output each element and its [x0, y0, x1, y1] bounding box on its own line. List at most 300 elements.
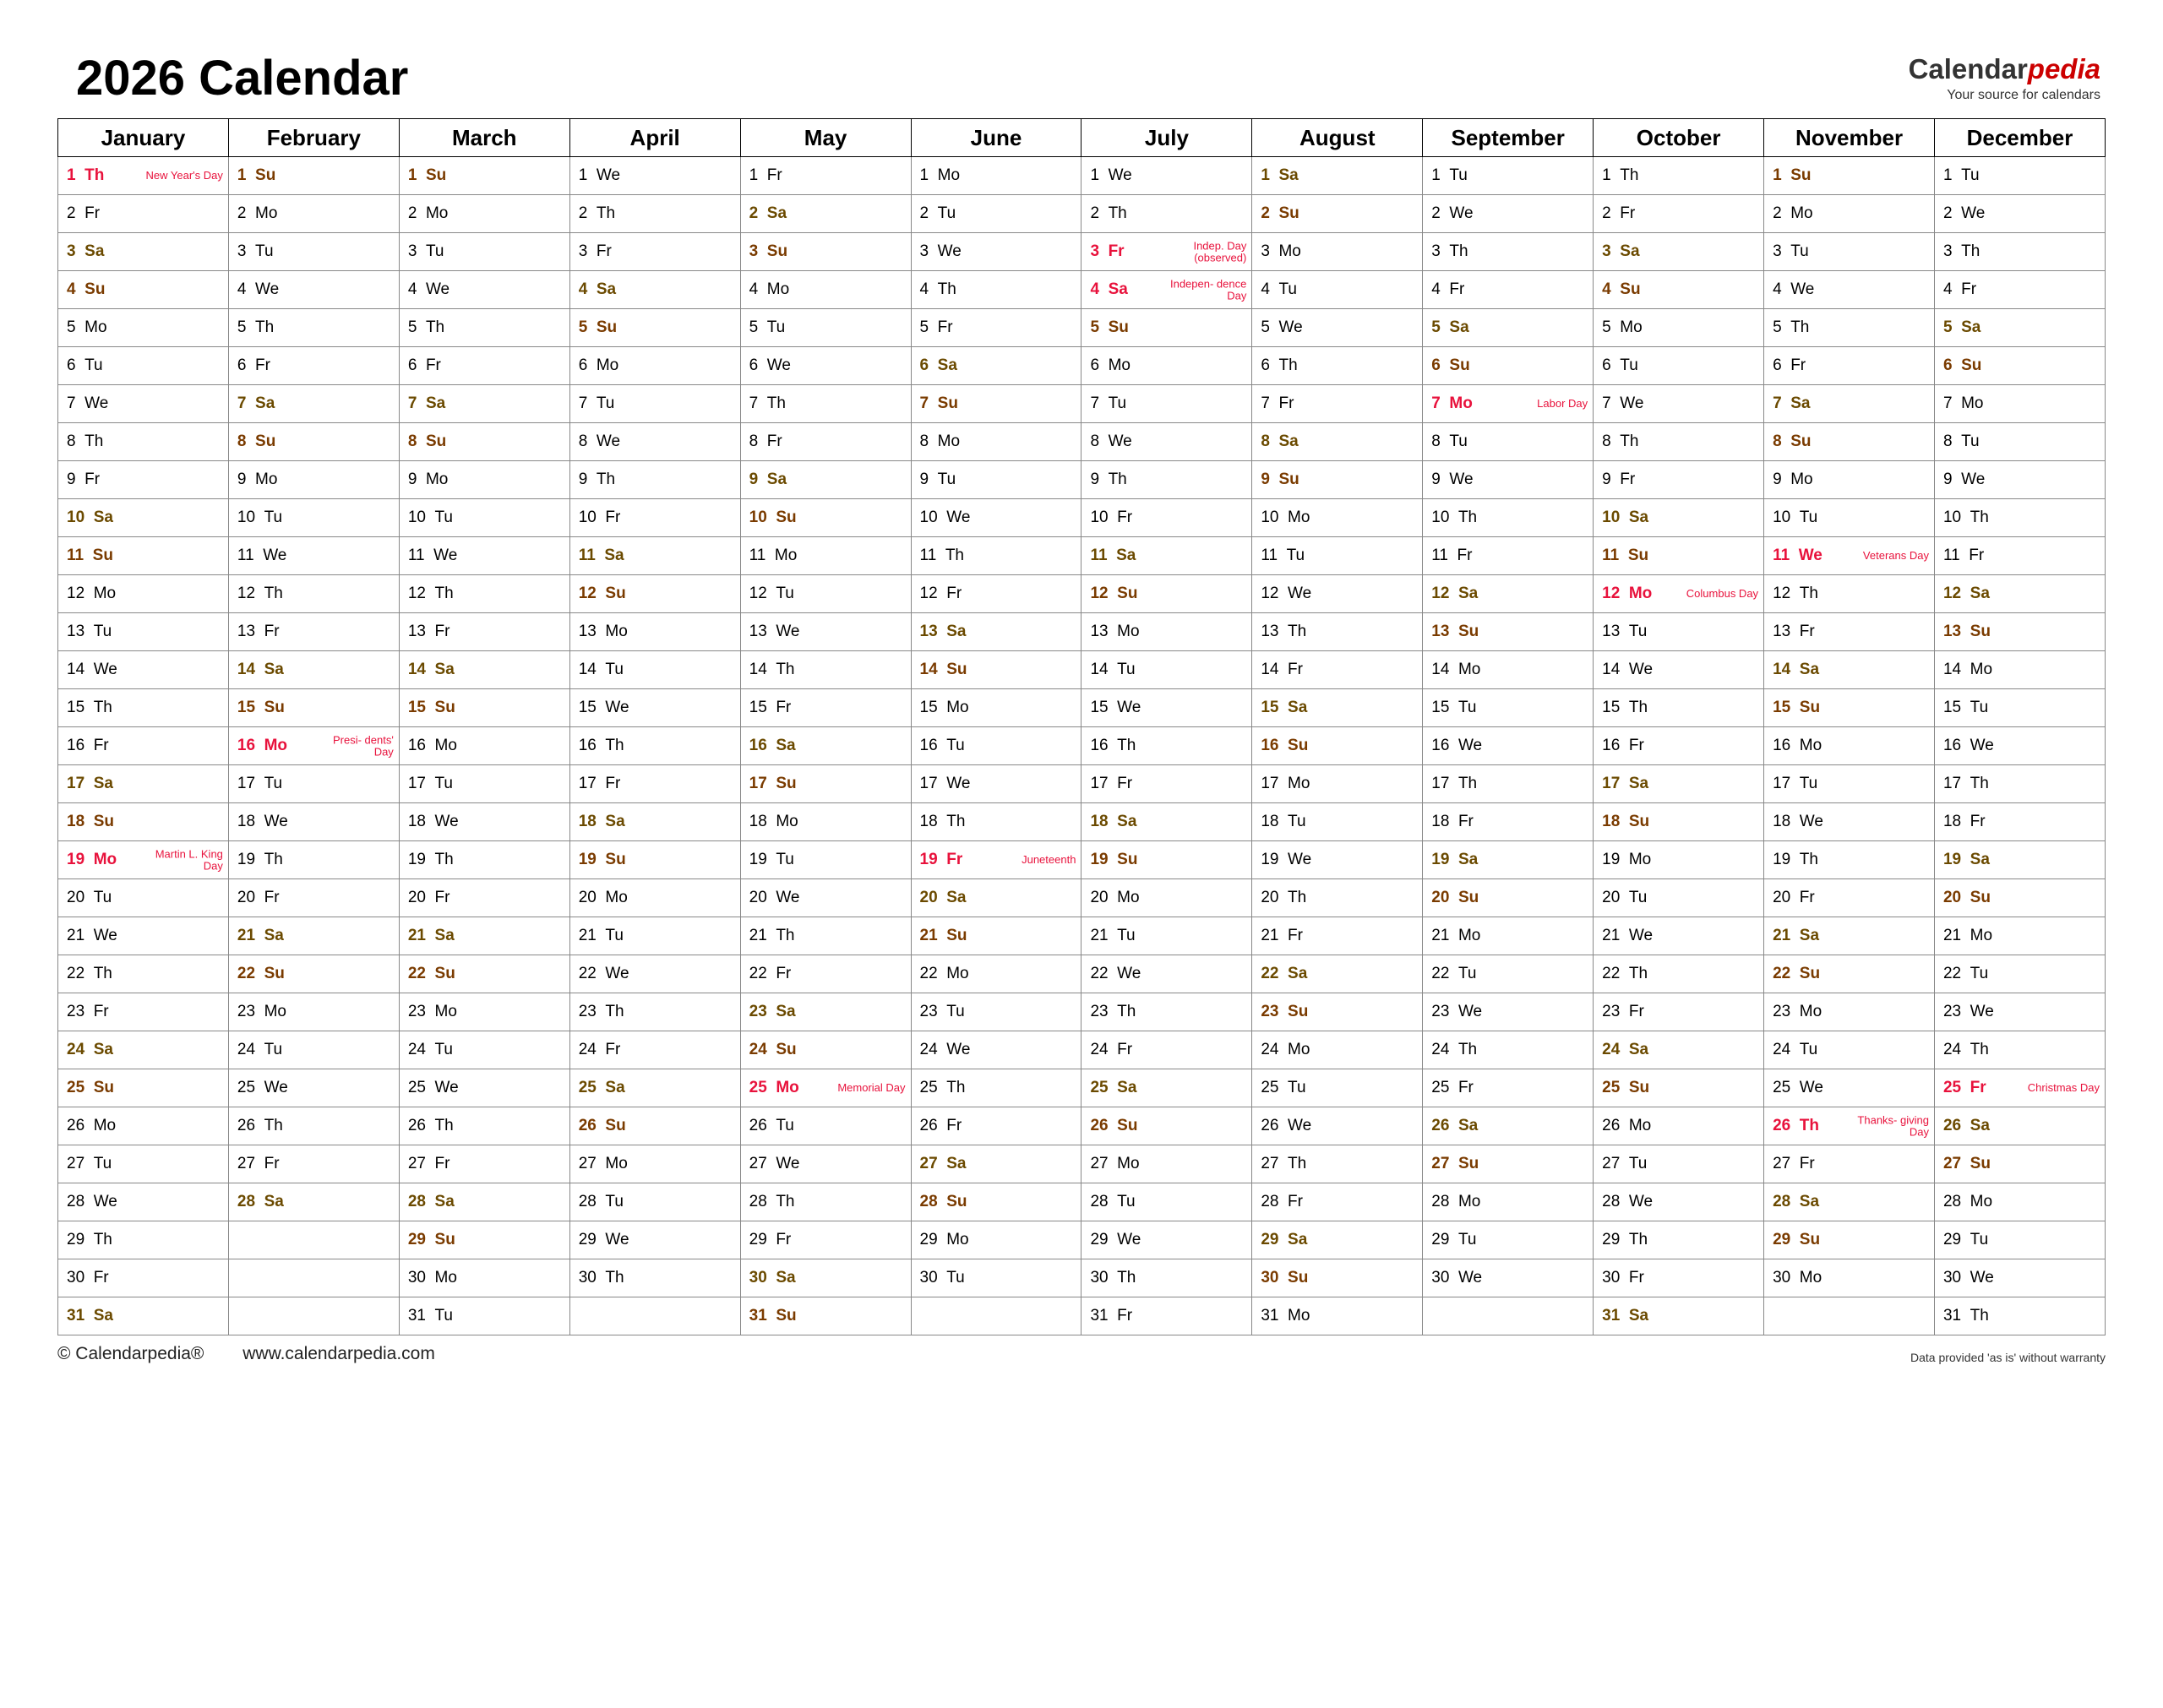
- calendar-day-cell[interactable]: [911, 727, 1082, 765]
- calendar-day-cell[interactable]: [911, 157, 1082, 195]
- calendar-day-cell[interactable]: [1252, 499, 1423, 537]
- calendar-day-cell[interactable]: [58, 195, 229, 233]
- calendar-day-cell[interactable]: [1764, 1145, 1935, 1183]
- calendar-day-cell[interactable]: [1423, 537, 1594, 575]
- calendar-day-cell[interactable]: [1252, 917, 1423, 955]
- calendar-day-cell[interactable]: [1764, 1031, 1935, 1069]
- calendar-day-cell[interactable]: [1423, 1107, 1594, 1145]
- calendar-day-cell[interactable]: [1252, 1069, 1423, 1107]
- calendar-day-cell[interactable]: [1594, 385, 1764, 423]
- calendar-day-cell[interactable]: [1082, 575, 1252, 613]
- calendar-day-cell[interactable]: [569, 1107, 740, 1145]
- calendar-day-cell[interactable]: [569, 1183, 740, 1221]
- calendar-day-cell[interactable]: [58, 157, 229, 195]
- calendar-day-cell[interactable]: [399, 537, 569, 575]
- calendar-day-cell[interactable]: [1252, 955, 1423, 993]
- calendar-day-cell[interactable]: [1423, 917, 1594, 955]
- calendar-day-cell[interactable]: [569, 157, 740, 195]
- calendar-day-cell[interactable]: [740, 651, 911, 689]
- calendar-day-cell[interactable]: [58, 651, 229, 689]
- calendar-day-cell[interactable]: [228, 765, 399, 803]
- calendar-day-cell[interactable]: [569, 1221, 740, 1259]
- calendar-day-cell[interactable]: [58, 499, 229, 537]
- calendar-day-cell[interactable]: [228, 1031, 399, 1069]
- calendar-day-cell[interactable]: [1594, 461, 1764, 499]
- calendar-day-cell[interactable]: [58, 575, 229, 613]
- calendar-day-cell[interactable]: [740, 347, 911, 385]
- calendar-day-cell[interactable]: [1934, 575, 2105, 613]
- calendar-day-cell[interactable]: [1594, 1259, 1764, 1297]
- calendar-day-cell[interactable]: [1934, 537, 2105, 575]
- calendar-day-cell[interactable]: [58, 613, 229, 651]
- calendar-day-cell[interactable]: [58, 841, 229, 879]
- calendar-day-cell[interactable]: [1764, 613, 1935, 651]
- calendar-day-cell[interactable]: [58, 1069, 229, 1107]
- calendar-day-cell[interactable]: [569, 993, 740, 1031]
- calendar-day-cell[interactable]: [911, 993, 1082, 1031]
- calendar-day-cell[interactable]: [1082, 423, 1252, 461]
- calendar-day-cell[interactable]: [1423, 1259, 1594, 1297]
- calendar-day-cell[interactable]: [399, 879, 569, 917]
- calendar-day-cell[interactable]: [58, 271, 229, 309]
- calendar-day-cell[interactable]: [1252, 1145, 1423, 1183]
- calendar-day-cell[interactable]: [911, 575, 1082, 613]
- calendar-day-cell[interactable]: [1082, 1259, 1252, 1297]
- calendar-day-cell[interactable]: [1423, 1031, 1594, 1069]
- calendar-day-cell[interactable]: [228, 841, 399, 879]
- calendar-day-cell[interactable]: [911, 385, 1082, 423]
- calendar-day-cell[interactable]: [1594, 879, 1764, 917]
- calendar-day-cell[interactable]: [1423, 271, 1594, 309]
- calendar-day-cell[interactable]: [1423, 765, 1594, 803]
- calendar-day-cell[interactable]: [911, 499, 1082, 537]
- calendar-day-cell[interactable]: [1764, 537, 1935, 575]
- calendar-day-cell[interactable]: [1764, 917, 1935, 955]
- calendar-day-cell[interactable]: [1252, 1221, 1423, 1259]
- calendar-day-cell[interactable]: [228, 803, 399, 841]
- calendar-day-cell[interactable]: [1764, 461, 1935, 499]
- calendar-day-cell[interactable]: [740, 385, 911, 423]
- calendar-day-cell[interactable]: [399, 689, 569, 727]
- calendar-day-cell[interactable]: [228, 689, 399, 727]
- calendar-day-cell[interactable]: [399, 1069, 569, 1107]
- calendar-day-cell[interactable]: [399, 1297, 569, 1335]
- calendar-day-cell[interactable]: [569, 1031, 740, 1069]
- calendar-day-cell[interactable]: [740, 1259, 911, 1297]
- calendar-day-cell[interactable]: [1252, 233, 1423, 271]
- calendar-day-cell[interactable]: [1252, 575, 1423, 613]
- calendar-day-cell[interactable]: [1594, 1031, 1764, 1069]
- calendar-day-cell[interactable]: [569, 499, 740, 537]
- calendar-day-cell[interactable]: [1082, 879, 1252, 917]
- calendar-day-cell[interactable]: [1594, 423, 1764, 461]
- calendar-day-cell[interactable]: [1594, 309, 1764, 347]
- calendar-day-cell[interactable]: [1252, 765, 1423, 803]
- calendar-day-cell[interactable]: [228, 309, 399, 347]
- calendar-day-cell[interactable]: [569, 955, 740, 993]
- calendar-day-cell[interactable]: [399, 461, 569, 499]
- calendar-day-cell[interactable]: [58, 1297, 229, 1335]
- calendar-day-cell[interactable]: [740, 461, 911, 499]
- calendar-day-cell[interactable]: [399, 423, 569, 461]
- calendar-day-cell[interactable]: [1934, 993, 2105, 1031]
- calendar-day-cell[interactable]: [228, 461, 399, 499]
- calendar-day-cell[interactable]: [1764, 1259, 1935, 1297]
- calendar-day-cell[interactable]: [399, 1259, 569, 1297]
- calendar-day-cell[interactable]: [1764, 575, 1935, 613]
- calendar-day-cell[interactable]: [1934, 651, 2105, 689]
- calendar-day-cell[interactable]: [1423, 347, 1594, 385]
- calendar-day-cell[interactable]: [58, 917, 229, 955]
- calendar-day-cell[interactable]: [1082, 1107, 1252, 1145]
- calendar-day-cell[interactable]: [399, 499, 569, 537]
- calendar-day-cell[interactable]: [1252, 613, 1423, 651]
- calendar-day-cell[interactable]: [1423, 841, 1594, 879]
- calendar-day-cell[interactable]: [1594, 499, 1764, 537]
- calendar-day-cell[interactable]: [911, 651, 1082, 689]
- calendar-day-cell[interactable]: [1594, 1069, 1764, 1107]
- calendar-day-cell[interactable]: [569, 385, 740, 423]
- calendar-day-cell[interactable]: [1594, 1297, 1764, 1335]
- calendar-day-cell[interactable]: [1764, 423, 1935, 461]
- calendar-day-cell[interactable]: [1252, 1183, 1423, 1221]
- calendar-day-cell[interactable]: [1764, 727, 1935, 765]
- calendar-day-cell[interactable]: [1252, 993, 1423, 1031]
- calendar-day-cell[interactable]: [911, 537, 1082, 575]
- calendar-day-cell[interactable]: [58, 1221, 229, 1259]
- calendar-day-cell[interactable]: [399, 841, 569, 879]
- calendar-day-cell[interactable]: [1594, 1221, 1764, 1259]
- calendar-day-cell[interactable]: [1082, 461, 1252, 499]
- calendar-day-cell[interactable]: [911, 765, 1082, 803]
- calendar-day-cell[interactable]: [228, 347, 399, 385]
- calendar-day-cell[interactable]: [1082, 1069, 1252, 1107]
- calendar-day-cell[interactable]: [1594, 727, 1764, 765]
- calendar-day-cell[interactable]: [740, 879, 911, 917]
- calendar-day-cell[interactable]: [911, 689, 1082, 727]
- calendar-day-cell[interactable]: [1764, 689, 1935, 727]
- calendar-day-cell[interactable]: [1594, 955, 1764, 993]
- calendar-day-cell[interactable]: [1594, 271, 1764, 309]
- calendar-day-cell[interactable]: [58, 347, 229, 385]
- calendar-day-cell[interactable]: [740, 1107, 911, 1145]
- calendar-day-cell[interactable]: [399, 1107, 569, 1145]
- calendar-day-cell[interactable]: [740, 1069, 911, 1107]
- calendar-day-cell[interactable]: [399, 233, 569, 271]
- calendar-day-cell[interactable]: [1594, 347, 1764, 385]
- calendar-day-cell[interactable]: [740, 993, 911, 1031]
- calendar-day-cell[interactable]: [740, 271, 911, 309]
- calendar-day-cell[interactable]: [399, 309, 569, 347]
- calendar-day-cell[interactable]: [1423, 575, 1594, 613]
- calendar-day-cell[interactable]: [1082, 1145, 1252, 1183]
- calendar-day-cell[interactable]: [58, 1031, 229, 1069]
- calendar-day-cell[interactable]: [740, 765, 911, 803]
- calendar-day-cell[interactable]: [1423, 1069, 1594, 1107]
- calendar-day-cell[interactable]: [1252, 537, 1423, 575]
- calendar-day-cell[interactable]: [1252, 841, 1423, 879]
- calendar-day-cell[interactable]: [228, 1145, 399, 1183]
- calendar-day-cell[interactable]: [58, 1107, 229, 1145]
- calendar-day-cell[interactable]: [58, 1145, 229, 1183]
- calendar-day-cell[interactable]: [228, 993, 399, 1031]
- calendar-day-cell[interactable]: [1082, 537, 1252, 575]
- calendar-day-cell[interactable]: [1764, 309, 1935, 347]
- calendar-day-cell[interactable]: [1934, 613, 2105, 651]
- calendar-day-cell[interactable]: [1934, 955, 2105, 993]
- calendar-day-cell[interactable]: [1764, 993, 1935, 1031]
- calendar-day-cell[interactable]: [1082, 993, 1252, 1031]
- calendar-day-cell[interactable]: [740, 537, 911, 575]
- calendar-day-cell[interactable]: [569, 651, 740, 689]
- calendar-day-cell[interactable]: [1934, 879, 2105, 917]
- calendar-day-cell[interactable]: [569, 537, 740, 575]
- calendar-day-cell[interactable]: [1764, 879, 1935, 917]
- calendar-day-cell[interactable]: [1082, 1221, 1252, 1259]
- calendar-day-cell[interactable]: [911, 461, 1082, 499]
- calendar-day-cell[interactable]: [569, 575, 740, 613]
- calendar-day-cell[interactable]: [1423, 993, 1594, 1031]
- calendar-day-cell[interactable]: [1934, 1183, 2105, 1221]
- calendar-day-cell[interactable]: [911, 233, 1082, 271]
- calendar-day-cell[interactable]: [228, 537, 399, 575]
- calendar-day-cell[interactable]: [58, 423, 229, 461]
- calendar-day-cell[interactable]: [1082, 841, 1252, 879]
- calendar-day-cell[interactable]: [569, 233, 740, 271]
- calendar-day-cell[interactable]: [911, 955, 1082, 993]
- calendar-day-cell[interactable]: [569, 917, 740, 955]
- calendar-day-cell[interactable]: [1594, 613, 1764, 651]
- calendar-day-cell[interactable]: [1594, 195, 1764, 233]
- calendar-day-cell[interactable]: [1082, 309, 1252, 347]
- calendar-day-cell[interactable]: [1764, 195, 1935, 233]
- calendar-day-cell[interactable]: [1082, 613, 1252, 651]
- calendar-day-cell[interactable]: [228, 271, 399, 309]
- calendar-day-cell[interactable]: [1934, 841, 2105, 879]
- calendar-day-cell[interactable]: [740, 803, 911, 841]
- calendar-day-cell[interactable]: [1082, 385, 1252, 423]
- calendar-day-cell[interactable]: [1934, 233, 2105, 271]
- calendar-day-cell[interactable]: [58, 233, 229, 271]
- calendar-day-cell[interactable]: [740, 1297, 911, 1335]
- calendar-day-cell[interactable]: [569, 461, 740, 499]
- calendar-day-cell[interactable]: [1423, 613, 1594, 651]
- calendar-day-cell[interactable]: [399, 1031, 569, 1069]
- calendar-day-cell[interactable]: [911, 271, 1082, 309]
- calendar-day-cell[interactable]: [1764, 955, 1935, 993]
- calendar-day-cell[interactable]: [1934, 461, 2105, 499]
- calendar-day-cell[interactable]: [569, 841, 740, 879]
- calendar-day-cell[interactable]: [1934, 803, 2105, 841]
- calendar-day-cell[interactable]: [1764, 271, 1935, 309]
- calendar-day-cell[interactable]: [1082, 233, 1252, 271]
- calendar-day-cell[interactable]: [911, 347, 1082, 385]
- calendar-day-cell[interactable]: [1252, 651, 1423, 689]
- calendar-day-cell[interactable]: [1082, 1297, 1252, 1335]
- calendar-day-cell[interactable]: [1934, 1297, 2105, 1335]
- calendar-day-cell[interactable]: [1423, 727, 1594, 765]
- calendar-day-cell[interactable]: [1423, 195, 1594, 233]
- calendar-day-cell[interactable]: [1252, 689, 1423, 727]
- calendar-day-cell[interactable]: [1082, 651, 1252, 689]
- calendar-day-cell[interactable]: [569, 879, 740, 917]
- calendar-day-cell[interactable]: [1764, 347, 1935, 385]
- calendar-day-cell[interactable]: [1934, 423, 2105, 461]
- calendar-day-cell[interactable]: [228, 879, 399, 917]
- calendar-day-cell[interactable]: [58, 689, 229, 727]
- calendar-day-cell[interactable]: [1252, 157, 1423, 195]
- calendar-day-cell[interactable]: [1934, 195, 2105, 233]
- calendar-day-cell[interactable]: [1764, 651, 1935, 689]
- calendar-day-cell[interactable]: [740, 195, 911, 233]
- calendar-day-cell[interactable]: [569, 347, 740, 385]
- calendar-day-cell[interactable]: [399, 271, 569, 309]
- calendar-day-cell[interactable]: [740, 1183, 911, 1221]
- calendar-day-cell[interactable]: [740, 727, 911, 765]
- calendar-day-cell[interactable]: [1082, 271, 1252, 309]
- calendar-day-cell[interactable]: [58, 537, 229, 575]
- calendar-day-cell[interactable]: [911, 917, 1082, 955]
- calendar-day-cell[interactable]: [911, 803, 1082, 841]
- calendar-day-cell[interactable]: [1082, 499, 1252, 537]
- calendar-day-cell[interactable]: [228, 1069, 399, 1107]
- calendar-day-cell[interactable]: [1594, 537, 1764, 575]
- calendar-day-cell[interactable]: [569, 1259, 740, 1297]
- calendar-day-cell[interactable]: [1934, 1107, 2105, 1145]
- calendar-day-cell[interactable]: [399, 157, 569, 195]
- calendar-day-cell[interactable]: [228, 955, 399, 993]
- calendar-day-cell[interactable]: [1423, 461, 1594, 499]
- calendar-day-cell[interactable]: [1082, 195, 1252, 233]
- calendar-day-cell[interactable]: [1252, 385, 1423, 423]
- calendar-day-cell[interactable]: [1082, 1031, 1252, 1069]
- calendar-day-cell[interactable]: [228, 233, 399, 271]
- calendar-day-cell[interactable]: [1423, 385, 1594, 423]
- calendar-day-cell[interactable]: [1423, 1221, 1594, 1259]
- calendar-day-cell[interactable]: [58, 765, 229, 803]
- calendar-day-cell[interactable]: [1423, 309, 1594, 347]
- calendar-day-cell[interactable]: [569, 1145, 740, 1183]
- calendar-day-cell[interactable]: [1252, 195, 1423, 233]
- calendar-day-cell[interactable]: [1934, 1069, 2105, 1107]
- calendar-day-cell[interactable]: [911, 1031, 1082, 1069]
- calendar-day-cell[interactable]: [740, 841, 911, 879]
- calendar-day-cell[interactable]: [1252, 1297, 1423, 1335]
- calendar-day-cell[interactable]: [1594, 765, 1764, 803]
- calendar-day-cell[interactable]: [911, 1069, 1082, 1107]
- calendar-day-cell[interactable]: [1934, 1145, 2105, 1183]
- calendar-day-cell[interactable]: [1252, 461, 1423, 499]
- calendar-day-cell[interactable]: [1934, 157, 2105, 195]
- calendar-day-cell[interactable]: [1764, 765, 1935, 803]
- calendar-day-cell[interactable]: [740, 955, 911, 993]
- calendar-day-cell[interactable]: [399, 651, 569, 689]
- calendar-day-cell[interactable]: [1934, 689, 2105, 727]
- calendar-day-cell[interactable]: [1934, 309, 2105, 347]
- calendar-day-cell[interactable]: [1934, 917, 2105, 955]
- calendar-day-cell[interactable]: [228, 385, 399, 423]
- calendar-day-cell[interactable]: [228, 195, 399, 233]
- calendar-day-cell[interactable]: [1082, 689, 1252, 727]
- calendar-day-cell[interactable]: [228, 499, 399, 537]
- calendar-day-cell[interactable]: [1082, 727, 1252, 765]
- calendar-day-cell[interactable]: [399, 347, 569, 385]
- calendar-day-cell[interactable]: [399, 1183, 569, 1221]
- calendar-day-cell[interactable]: [58, 993, 229, 1031]
- calendar-day-cell[interactable]: [740, 613, 911, 651]
- calendar-day-cell[interactable]: [1764, 233, 1935, 271]
- calendar-day-cell[interactable]: [399, 195, 569, 233]
- calendar-day-cell[interactable]: [228, 1107, 399, 1145]
- calendar-day-cell[interactable]: [399, 993, 569, 1031]
- calendar-day-cell[interactable]: [740, 233, 911, 271]
- calendar-day-cell[interactable]: [228, 157, 399, 195]
- calendar-day-cell[interactable]: [399, 955, 569, 993]
- calendar-day-cell[interactable]: [1252, 1259, 1423, 1297]
- calendar-day-cell[interactable]: [58, 1259, 229, 1297]
- calendar-day-cell[interactable]: [911, 1183, 1082, 1221]
- calendar-day-cell[interactable]: [740, 499, 911, 537]
- calendar-day-cell[interactable]: [1764, 803, 1935, 841]
- calendar-day-cell[interactable]: [1934, 1259, 2105, 1297]
- calendar-day-cell[interactable]: [1934, 1221, 2105, 1259]
- calendar-day-cell[interactable]: [228, 917, 399, 955]
- calendar-day-cell[interactable]: [1594, 993, 1764, 1031]
- calendar-day-cell[interactable]: [1423, 803, 1594, 841]
- calendar-day-cell[interactable]: [1764, 499, 1935, 537]
- calendar-day-cell[interactable]: [1423, 879, 1594, 917]
- calendar-day-cell[interactable]: [911, 195, 1082, 233]
- calendar-day-cell[interactable]: [1934, 385, 2105, 423]
- calendar-day-cell[interactable]: [58, 803, 229, 841]
- calendar-day-cell[interactable]: [1252, 309, 1423, 347]
- calendar-day-cell[interactable]: [1764, 1221, 1935, 1259]
- calendar-day-cell[interactable]: [1594, 1107, 1764, 1145]
- calendar-day-cell[interactable]: [1934, 1031, 2105, 1069]
- calendar-day-cell[interactable]: [1082, 157, 1252, 195]
- calendar-day-cell[interactable]: [569, 309, 740, 347]
- calendar-day-cell[interactable]: [1764, 841, 1935, 879]
- calendar-day-cell[interactable]: [1934, 765, 2105, 803]
- calendar-day-cell[interactable]: [1764, 385, 1935, 423]
- calendar-day-cell[interactable]: [911, 1221, 1082, 1259]
- calendar-day-cell[interactable]: [569, 727, 740, 765]
- calendar-day-cell[interactable]: [740, 689, 911, 727]
- calendar-day-cell[interactable]: [911, 879, 1082, 917]
- calendar-day-cell[interactable]: [1082, 347, 1252, 385]
- calendar-day-cell[interactable]: [1423, 955, 1594, 993]
- calendar-day-cell[interactable]: [740, 575, 911, 613]
- calendar-day-cell[interactable]: [1423, 157, 1594, 195]
- calendar-day-cell[interactable]: [911, 1145, 1082, 1183]
- calendar-day-cell[interactable]: [911, 841, 1082, 879]
- calendar-day-cell[interactable]: [58, 727, 229, 765]
- calendar-day-cell[interactable]: [1764, 157, 1935, 195]
- calendar-day-cell[interactable]: [399, 1145, 569, 1183]
- calendar-day-cell[interactable]: [740, 423, 911, 461]
- calendar-day-cell[interactable]: [399, 727, 569, 765]
- calendar-day-cell[interactable]: [1252, 727, 1423, 765]
- calendar-day-cell[interactable]: [228, 613, 399, 651]
- calendar-day-cell[interactable]: [58, 1183, 229, 1221]
- calendar-day-cell[interactable]: [58, 879, 229, 917]
- website-link[interactable]: www.calendarpedia.com: [242, 1344, 435, 1363]
- calendar-day-cell[interactable]: [1082, 803, 1252, 841]
- calendar-day-cell[interactable]: [1252, 423, 1423, 461]
- calendar-day-cell[interactable]: [1934, 727, 2105, 765]
- calendar-day-cell[interactable]: [1082, 1183, 1252, 1221]
- calendar-day-cell[interactable]: [1594, 1145, 1764, 1183]
